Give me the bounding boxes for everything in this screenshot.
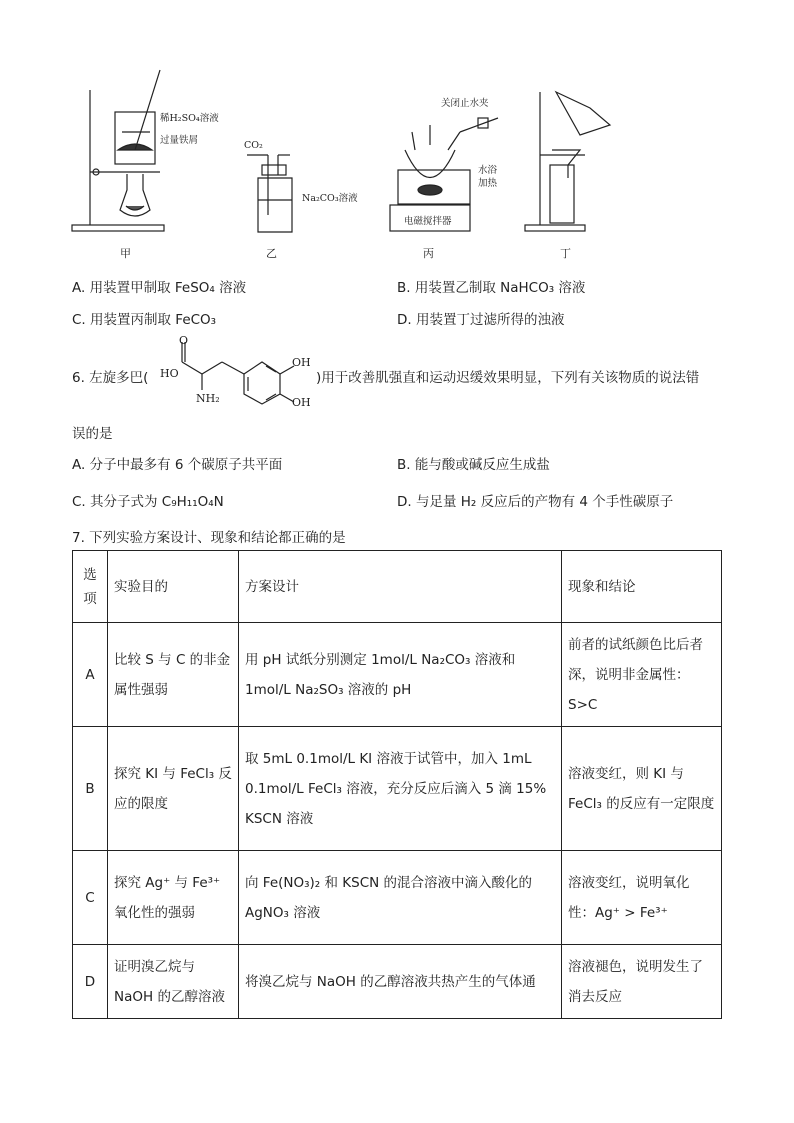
- row-key: B: [73, 727, 108, 851]
- caption-bing: 丙: [423, 247, 434, 260]
- row-result: 前者的试纸颜色比后者深，说明非金属性：S>C: [562, 623, 722, 727]
- q6-stem-end: )用于改善肌强直和运动迟缓效果明显，下列有关该物质的说法错: [316, 370, 700, 386]
- q6-stem-cont: 误的是: [72, 426, 113, 442]
- table-row: [73, 851, 722, 945]
- table-header-row: [73, 551, 722, 623]
- q6-option-b[interactable]: B. 能与酸或碱反应生成盐: [397, 457, 550, 473]
- row-design: 将溴乙烷与 NaOH 的乙醇溶液共热产生的气体通: [239, 945, 562, 1019]
- row-purpose: 探究 KI 与 FeCl₃ 反应的限度: [108, 727, 239, 851]
- row-design: 取 5mL 0.1mol/L KI 溶液于试管中，加入 1mL 0.1mol/L FeCl₃ 溶液，充分反应后滴入 5 滴 15% KSCN 溶液: [239, 727, 562, 851]
- header-design: 方案设计: [239, 551, 562, 623]
- row-result: 溶液变红，则 KI 与 FeCl₃ 的反应有一定限度: [562, 727, 722, 851]
- table-row: [73, 945, 722, 1019]
- q6-option-d[interactable]: D. 与足量 H₂ 反应后的产物有 4 个手性碳原子: [397, 494, 674, 510]
- levodopa-ho-label: HO: [160, 367, 179, 380]
- q5-option-a[interactable]: A. 用装置甲制取 FeSO₄ 溶液: [72, 280, 247, 296]
- jia-acid-label: 稀H₂SO₄溶液: [160, 113, 219, 124]
- q5-option-c[interactable]: C. 用装置丙制取 FeCO₃: [72, 312, 217, 328]
- levodopa-oh-bottom-label: OH: [292, 396, 311, 409]
- table-row: [73, 727, 722, 851]
- apparatus-yi-drawing: [247, 155, 292, 232]
- q7-table: [72, 550, 722, 1019]
- table-row: [73, 623, 722, 727]
- q5-option-b[interactable]: B. 用装置乙制取 NaHCO₃ 溶液: [397, 280, 586, 296]
- row-key: C: [73, 851, 108, 945]
- yi-solution-label: Na₂CO₃溶液: [302, 193, 358, 204]
- header-result: 现象和结论: [562, 551, 722, 623]
- apparatus-jia-drawing: [72, 70, 164, 231]
- jia-iron-label: 过量铁屑: [160, 135, 199, 146]
- q5-option-d[interactable]: D. 用装置丁过滤所得的浊液: [397, 312, 565, 328]
- row-purpose: 比较 S 与 C 的非金属性强弱: [108, 623, 239, 727]
- bing-clamp-label: 关闭止水夹: [441, 98, 489, 109]
- q6-option-c[interactable]: C. 其分子式为 C₉H₁₁O₄N: [72, 494, 224, 510]
- levodopa-o-label: O: [179, 334, 189, 347]
- caption-jia: 甲: [120, 247, 131, 260]
- caption-yi: 乙: [266, 247, 277, 260]
- header-purpose: 实验目的: [108, 551, 239, 623]
- bing-bath-label: 水浴: [478, 165, 498, 176]
- row-key: D: [73, 945, 108, 1019]
- levodopa-oh-top-label: OH: [292, 356, 311, 369]
- bing-heat-label: 加热: [478, 178, 498, 189]
- apparatus-drawing: [0, 0, 794, 265]
- levodopa-nh2-label: NH₂: [196, 392, 220, 405]
- header-option: 选项: [73, 551, 108, 623]
- row-design: 向 Fe(NO₃)₂ 和 KSCN 的混合溶液中滴入酸化的 AgNO₃ 溶液: [239, 851, 562, 945]
- row-purpose: 探究 Ag⁺ 与 Fe³⁺ 氧化性的强弱: [108, 851, 239, 945]
- apparatus-ding-drawing: [525, 92, 610, 231]
- q6-option-a[interactable]: A. 分子中最多有 6 个碳原子共平面: [72, 457, 283, 473]
- apparatus-figure: [0, 0, 794, 265]
- q7-stem: 7. 下列实验方案设计、现象和结论都正确的是: [72, 530, 346, 546]
- row-result: 溶液褪色，说明发生了消去反应: [562, 945, 722, 1019]
- q6-stem-start: 6. 左旋多巴(: [72, 370, 149, 386]
- bing-stirrer-label: 电磁搅拌器: [404, 216, 452, 227]
- caption-ding: 丁: [560, 247, 571, 260]
- row-design: 用 pH 试纸分别测定 1mol/L Na₂CO₃ 溶液和 1mol/L Na₂SO₃ 溶液的 pH: [239, 623, 562, 727]
- row-key: A: [73, 623, 108, 727]
- row-purpose: 证明溴乙烷与 NaOH 的乙醇溶液: [108, 945, 239, 1019]
- yi-co2-label: CO₂: [244, 140, 263, 151]
- row-result: 溶液变红，说明氧化性：Ag⁺ > Fe³⁺: [562, 851, 722, 945]
